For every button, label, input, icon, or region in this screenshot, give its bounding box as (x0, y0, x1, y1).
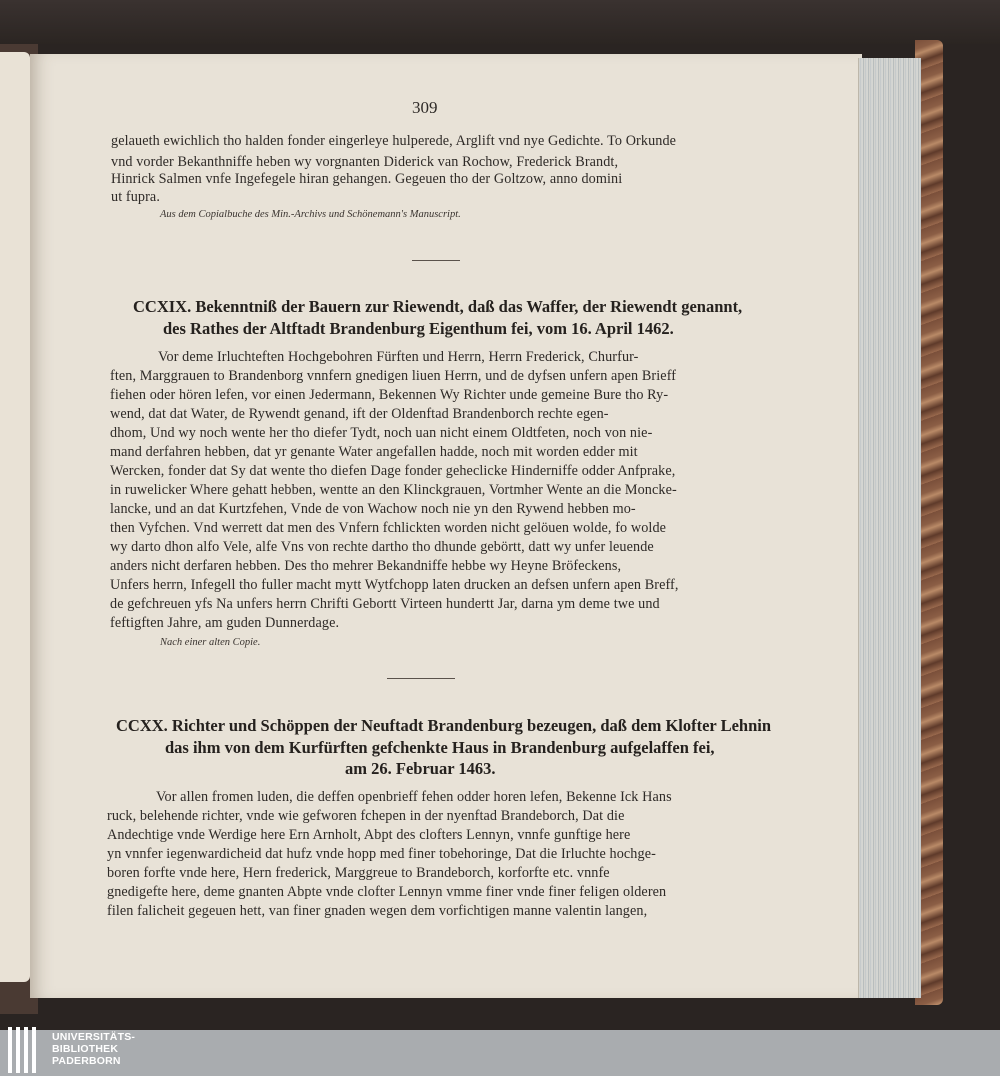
body-line: anders nicht derfaren hebben. Des tho mehrer Bekandniffe hebbe wy Heyne Bröfeckens, (110, 558, 622, 574)
body-line: in ruwelicker Where gehatt hebben, wentte an den Klinckgrauen, Vortmher Wente an die Moncke- (110, 482, 677, 498)
background-surface (0, 0, 1000, 44)
body-line: gnedigefte here, deme gnanten Abpte vnde clofter Lennyn vmme finer vnde finer feligen olderen (107, 884, 667, 900)
body-line: boren forfte vnde here, Hern frederick, Marggreue to Brandeborch, korforfte etc. vnnfe (107, 865, 610, 881)
body-line: Wercken, fonder dat Sy dat wente tho diefen Dage fonder geheclicke Hinderniffe odder Anfprake, (110, 463, 676, 479)
section-divider (387, 678, 455, 679)
section-divider (412, 260, 460, 261)
body-line: ut fupra. (111, 189, 160, 205)
logo-line: UNIVERSITÄTS- (52, 1031, 136, 1043)
body-line: Vor deme Irluchteften Hochgebohren Fürften und Herrn, Herrn Frederick, Churfur- (158, 349, 639, 365)
section-heading: CCXX. Richter und Schöppen der Neuftadt Brandenburg bezeugen, daß dem Klofter Lehnin (116, 716, 772, 735)
section-heading: des Rathes der Altftadt Brandenburg Eigenthum fei, vom 16. April 1462. (163, 319, 674, 338)
body-line: lancke, und an dat Kurtzfehen, Vnde de von Wachow noch nie yn den Rywend hebben mo- (110, 501, 636, 517)
body-line: ften, Marggrauen to Brandenborg vnnfern gnedigen liuen Herrn, und de dyfsen unfern apen Brieff (110, 368, 677, 384)
body-line: wy darto dhon alfo Vele, alfe Vns von rechte dartho tho dhunde gebörtt, datt wy unfer leuende (110, 539, 654, 555)
body-line: Unfers herrn, Infegell tho fuller macht mytt Wytfchopp laten drucken an defsen unfern apen Breff, (110, 577, 679, 593)
body-line: feftigften Jahre, am guden Dunnerdage. (110, 615, 340, 631)
library-logo-text (52, 1031, 252, 1067)
page-fore-edge (858, 58, 921, 998)
page-number: 309 (412, 98, 438, 117)
body-line: Andechtige vnde Werdige here Ern Arnholt, Abpt des clofters Lennyn, vnnfe gunftige here (107, 827, 631, 843)
body-line: gelaueth ewichlich tho halden fonder eingerleye hulperede, Arglift vnd nye Gedichte. To Orkunde (111, 133, 677, 149)
body-line: Vor allen fromen luden, die deffen openbrieff fehen odder horen lefen, Bekenne Ick Hans (156, 789, 672, 805)
facing-page-edge (0, 52, 30, 982)
section-heading: CCXIX. Bekenntniß der Bauern zur Riewendt, daß das Waffer, der Riewendt genannt, (133, 297, 743, 316)
source-note: Aus dem Copialbuche des Min.-Archivs und Schönemann's Manuscript. (160, 209, 461, 220)
body-line: dhom, Und wy noch wente her tho diefer Tydt, noch uan nicht einem Oldtfeten, noch von nie- (110, 425, 653, 441)
source-note: Nach einer alten Copie. (160, 637, 261, 648)
body-line: yn vnnfer iegenwardicheid dat hufz vnde hopp med finer tobehoringe, Dat die Irluchte hochge- (107, 846, 656, 862)
section-heading: am 26. Februar 1463. (345, 759, 496, 778)
body-line: then Vyfchen. Vnd werrett dat men des Vnfern fchlickten worden nicht gelöuen wolde, fo wolde (110, 520, 667, 536)
body-line: vnd vorder Bekanthniffe heben wy vorgnanten Diderick van Rochow, Frederick Brandt, (111, 154, 619, 170)
body-line: Hinrick Salmen vnfe Ingefegele hiran gehangen. Gegeuen tho der Goltzow, anno domini (111, 171, 623, 187)
body-line: filen falicheit gegeuen hett, van finer gnaden wegen dem vorfichtigen manne valentin langen, (107, 903, 648, 919)
body-line: mand derfahren hebben, dat yr genante Water angefallen hadde, noch mit worden edder mit (110, 444, 638, 460)
section-heading: das ihm von dem Kurfürften gefchenkte Haus in Brandenburg aufgelaffen fei, (165, 738, 715, 757)
body-line: de gefchreuen yfs Na unfers herrn Chrifti Gebortt Virteen hundertt Jar, darna ym deme twe und (110, 596, 660, 612)
logo-line: BIBLIOTHEK (52, 1043, 119, 1055)
body-line: wend, dat dat Water, de Rywendt genand, ift der Oldenftad Brandenborch rechte egen- (110, 406, 609, 422)
logo-line: PADERBORN (52, 1055, 121, 1067)
body-line: fiehen oder hören lefen, vor einen Jedermann, Bekennen Wy Richter unde gemeine Bure tho Ry- (110, 387, 669, 403)
library-logo-icon (8, 1027, 48, 1073)
body-line: ruck, belehende richter, vnde wie gefworen fchepen in der nyenftad Brandeborch, Dat die (107, 808, 625, 824)
